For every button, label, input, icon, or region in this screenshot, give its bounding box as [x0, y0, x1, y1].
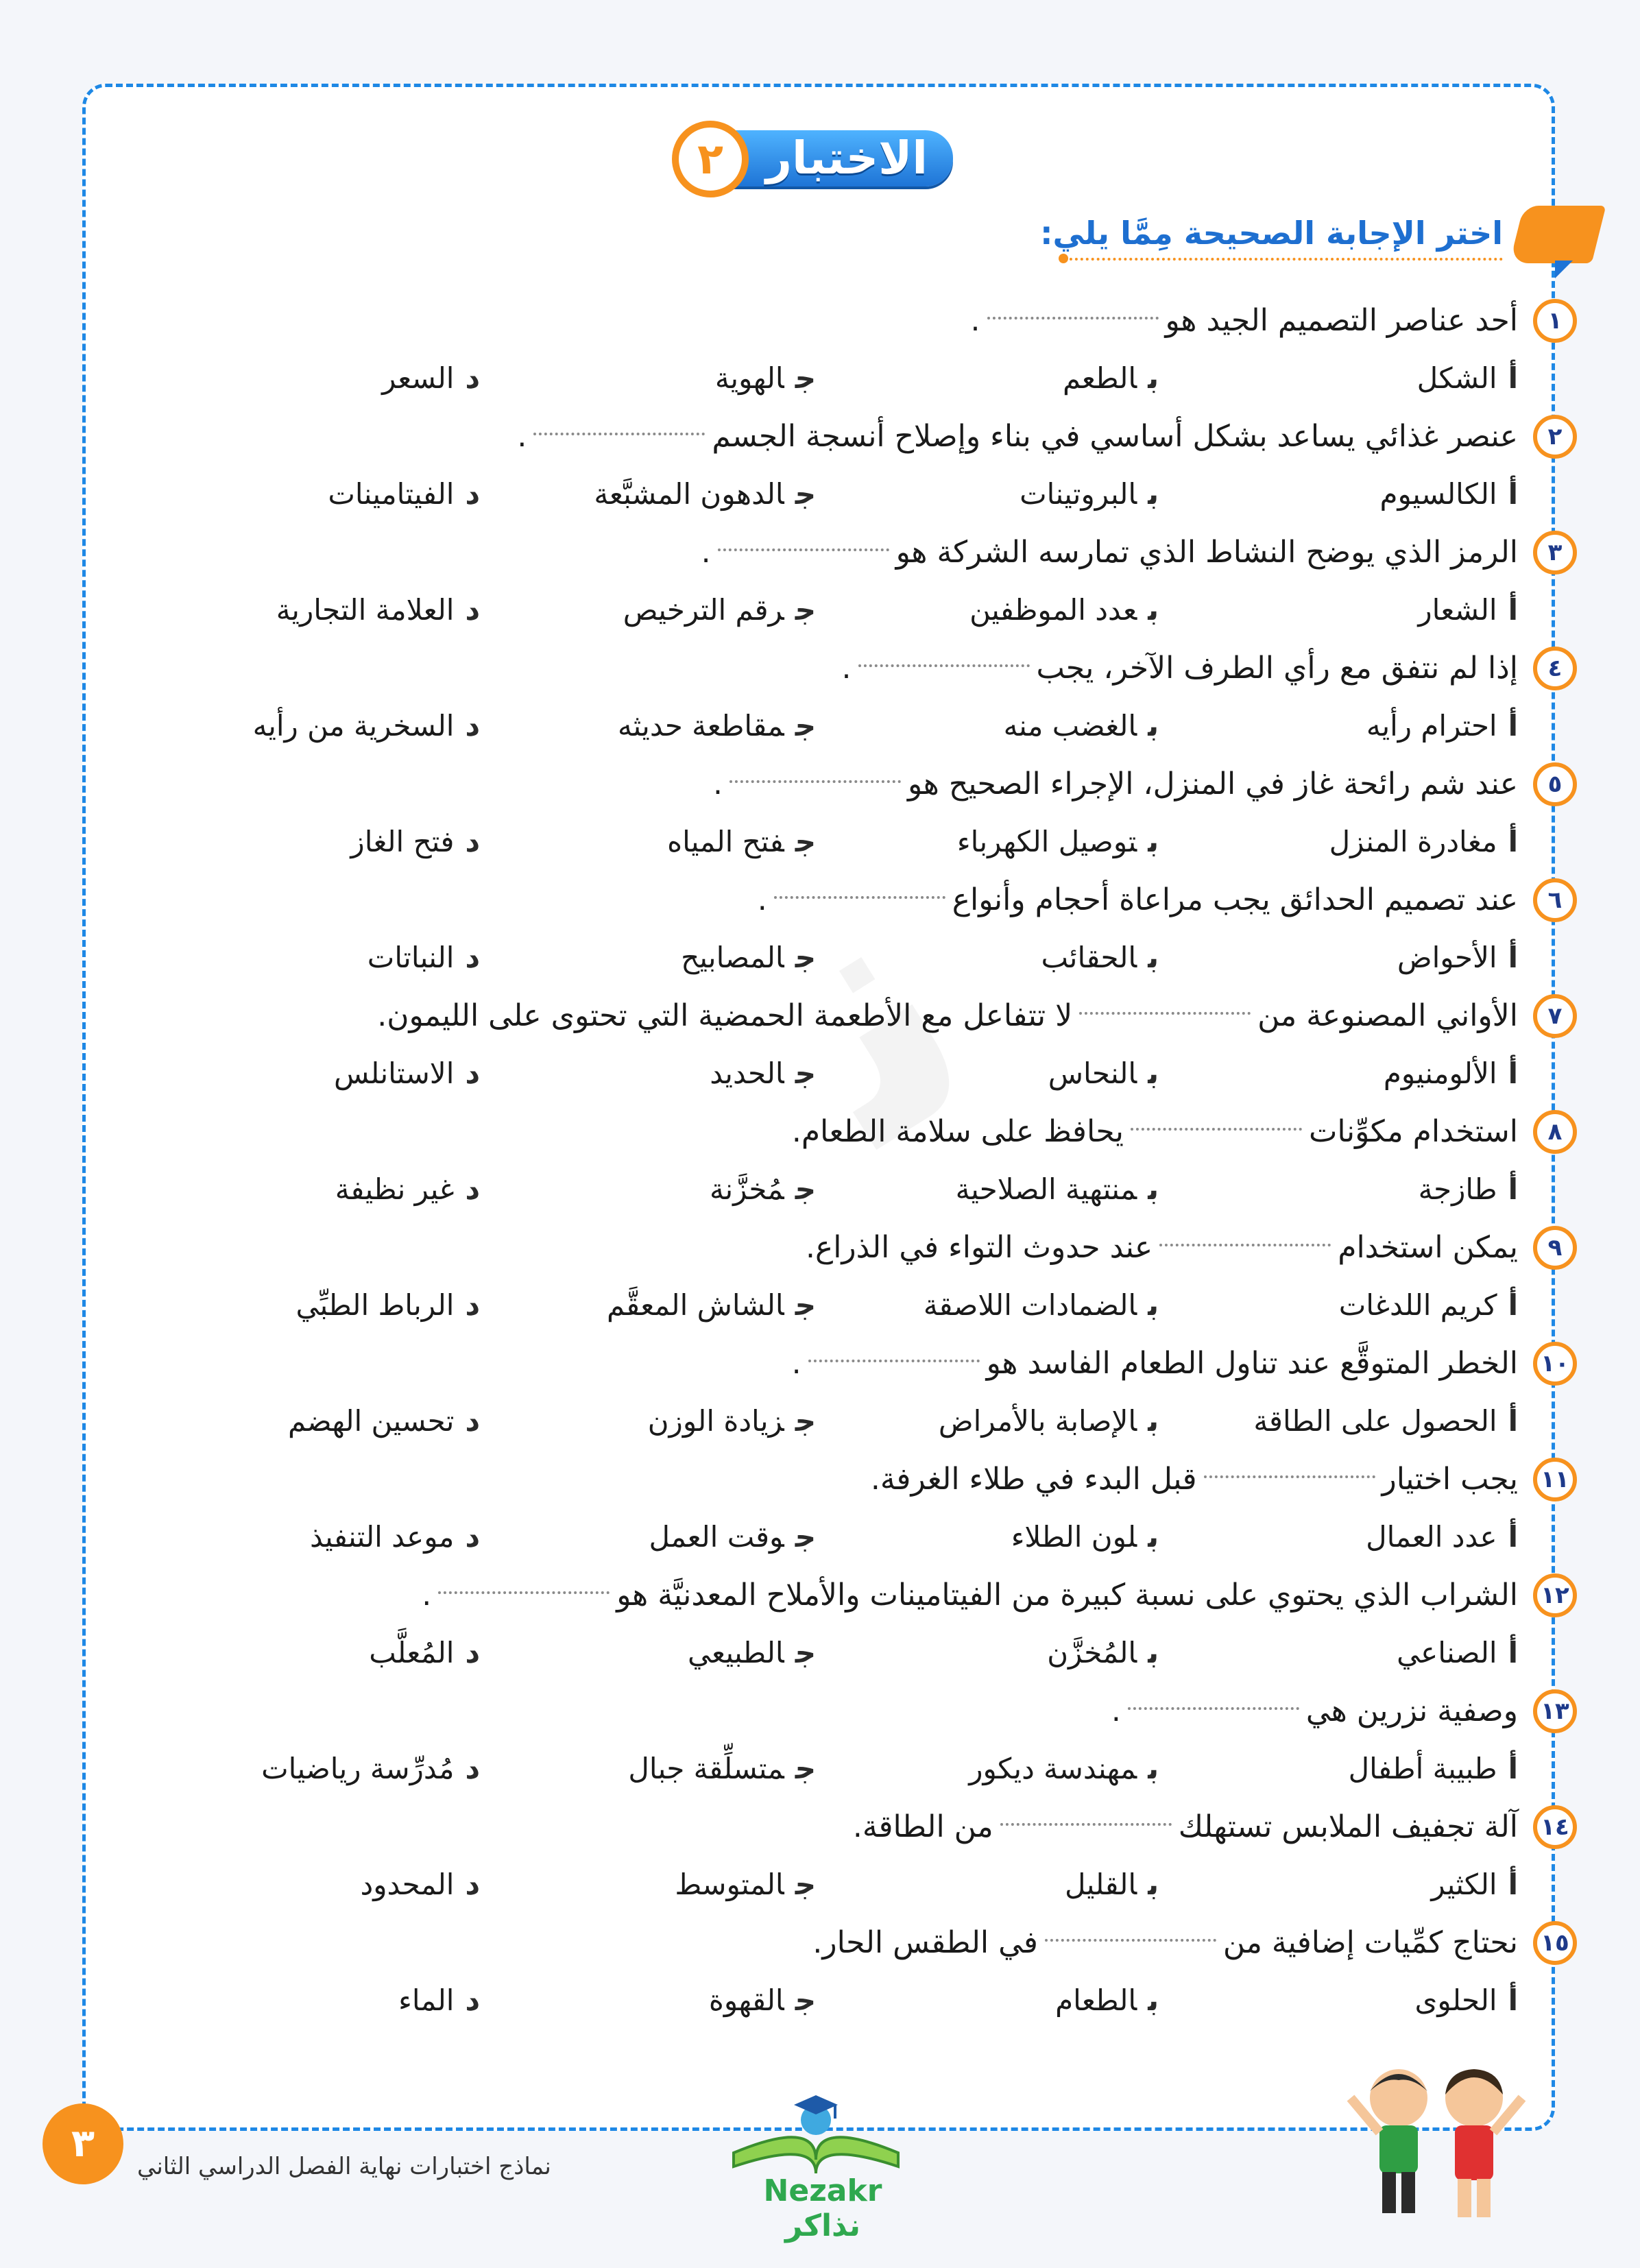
option-letter: ج	[795, 361, 816, 395]
option-d[interactable]	[334, 1045, 480, 1102]
option-a[interactable]	[1339, 1277, 1518, 1334]
question-tail: يحافظ على سلامة الطعام.	[791, 1114, 1124, 1149]
test-number-badge: ٢	[672, 121, 749, 197]
option-d[interactable]	[261, 1740, 480, 1798]
question-text	[422, 1567, 1518, 1624]
question-tail: .	[701, 535, 711, 570]
option-b[interactable]	[924, 1277, 1159, 1334]
option-text: مُدرِّسة رياضيات	[261, 1752, 455, 1785]
option-letter: ب	[1148, 1636, 1159, 1669]
option-letter: ج	[795, 1288, 816, 1322]
option-letter: ب	[1148, 1172, 1159, 1206]
option-a[interactable]	[1379, 466, 1518, 523]
option-text: المتوسط	[675, 1868, 784, 1901]
option-text: الهوية	[714, 361, 784, 395]
question-number: ١١	[1533, 1458, 1577, 1501]
option-text: المحدود	[360, 1868, 455, 1901]
question-number: ٧	[1533, 994, 1577, 1038]
option-a[interactable]	[1384, 1045, 1518, 1102]
option-text: الكثير	[1431, 1868, 1497, 1901]
question-tail: قبل البدء في طلاء الغرفة.	[870, 1462, 1197, 1497]
option-a[interactable]	[1397, 1624, 1518, 1682]
option-letter: ب	[1148, 1983, 1159, 2017]
option-letter: د	[465, 593, 480, 627]
question-3	[137, 524, 1577, 581]
option-text: المصابيح	[681, 941, 784, 974]
option-b[interactable]	[939, 1392, 1159, 1450]
option-text: المُخزَّن	[1047, 1636, 1137, 1669]
option-text: الطعام	[1055, 1983, 1137, 2017]
option-letter: ج	[795, 593, 816, 627]
question-number: ١٤	[1533, 1805, 1577, 1849]
question-stem: يجب اختيار	[1382, 1462, 1518, 1497]
option-letter: ج	[795, 1752, 816, 1785]
option-d[interactable]	[367, 929, 480, 987]
option-letter: د	[465, 1868, 480, 1901]
instruction-underline	[1064, 258, 1503, 261]
option-d[interactable]	[253, 697, 480, 755]
question-text	[758, 871, 1518, 929]
options-row-10	[137, 1392, 1577, 1450]
option-d[interactable]	[296, 1277, 480, 1334]
option-text: موعد التنفيذ	[310, 1520, 455, 1554]
option-letter: ب	[1148, 1404, 1159, 1438]
options-row-1	[137, 350, 1577, 407]
question-stem: نحتاج كمِّيات إضافية من	[1222, 1925, 1518, 1960]
question-stem: أحد عناصر التصميم الجيد هو	[1165, 303, 1518, 338]
option-text: كريم اللدغات	[1338, 1288, 1497, 1322]
option-letter: أ	[1508, 1983, 1518, 2017]
question-tail: .	[791, 1346, 801, 1381]
option-letter: ج	[795, 1868, 816, 1901]
option-c[interactable]	[667, 813, 816, 871]
option-text: الإصابة بالأمراض	[938, 1404, 1137, 1438]
option-letter: د	[465, 1636, 480, 1669]
option-letter: د	[465, 1404, 480, 1438]
option-letter: ب	[1148, 361, 1159, 395]
option-letter: ب	[1148, 1288, 1159, 1322]
option-a[interactable]	[1253, 1392, 1518, 1450]
option-letter: أ	[1508, 593, 1518, 627]
answer-blank[interactable]	[1131, 1128, 1302, 1131]
option-c[interactable]	[628, 1740, 816, 1798]
question-1	[137, 292, 1577, 350]
answer-blank[interactable]	[1128, 1707, 1299, 1710]
question-text	[871, 1451, 1518, 1508]
option-d[interactable]	[335, 1161, 480, 1218]
logo-text: Nezakr نذاكر	[763, 2173, 882, 2243]
option-text: وقت العمل	[649, 1520, 784, 1554]
option-letter: أ	[1508, 1752, 1518, 1785]
question-stem: الأواني المصنوعة من	[1257, 998, 1518, 1033]
answer-blank[interactable]	[1079, 1012, 1251, 1015]
option-a[interactable]	[1329, 813, 1518, 871]
option-c[interactable]	[675, 1856, 816, 1914]
option-c[interactable]	[607, 1277, 816, 1334]
option-c[interactable]	[649, 1508, 816, 1566]
option-b[interactable]	[1063, 350, 1159, 407]
option-b[interactable]	[1004, 697, 1159, 755]
option-a[interactable]	[1417, 350, 1518, 407]
option-letter: د	[465, 825, 480, 858]
option-letter: ب	[1148, 709, 1159, 743]
option-a[interactable]	[1366, 697, 1518, 755]
question-number: ٩	[1533, 1226, 1577, 1270]
option-a[interactable]	[1419, 1161, 1518, 1218]
option-text: الكالسيوم	[1379, 477, 1497, 511]
option-d[interactable]	[398, 1972, 480, 2029]
option-text: الفيتامينات	[328, 477, 455, 511]
answer-blank[interactable]	[808, 1360, 980, 1362]
option-b[interactable]	[1055, 1972, 1159, 2029]
option-text: غير نظيفة	[335, 1172, 455, 1206]
option-letter: د	[465, 1057, 480, 1090]
option-b[interactable]	[1041, 929, 1159, 987]
option-d[interactable]	[288, 1392, 480, 1450]
question-4	[137, 640, 1577, 697]
question-stem: يمكن استخدام	[1338, 1230, 1518, 1265]
question-10	[137, 1335, 1577, 1392]
options-row-4	[137, 697, 1577, 755]
option-c[interactable]	[618, 697, 816, 755]
question-stem: استخدام مكوِّنات	[1309, 1114, 1518, 1149]
option-text: زيادة الوزن	[647, 1404, 784, 1438]
option-text: الاستانلس	[334, 1057, 455, 1090]
option-text: المُعلَّب	[369, 1636, 455, 1669]
option-text: النحاس	[1048, 1057, 1137, 1090]
option-b[interactable]	[1047, 1624, 1159, 1682]
title-text: الاختبار	[766, 132, 928, 184]
options-row-9	[137, 1277, 1577, 1334]
question-2	[137, 408, 1577, 466]
question-text	[842, 640, 1518, 697]
option-b[interactable]	[1020, 466, 1159, 523]
option-c[interactable]	[623, 581, 816, 639]
option-letter: ج	[795, 941, 816, 974]
option-text: توصيل الكهرباء	[956, 825, 1137, 858]
option-letter: ب	[1148, 1057, 1159, 1090]
option-text: فتح المياه	[667, 825, 784, 858]
options-row-6	[137, 929, 1577, 987]
question-stem: عند تصميم الحدائق يجب مراعاة أحجام وأنواع	[952, 882, 1518, 917]
option-text: الماء	[398, 1983, 455, 2017]
option-letter: ب	[1148, 1520, 1159, 1554]
question-stem: الرمز الذي يوضح النشاط الذي تمارسه الشركة هو	[895, 535, 1518, 570]
nezakr-logo	[713, 2077, 919, 2243]
question-6	[137, 871, 1577, 929]
question-tail: لا تتفاعل مع الأطعمة الحمضية التي تحتوى على الليمون.	[377, 998, 1073, 1033]
option-letter: أ	[1508, 1868, 1518, 1901]
option-text: طبيبة أطفال	[1348, 1752, 1497, 1785]
option-letter: د	[465, 1520, 480, 1554]
option-text: احترام رأيه	[1366, 709, 1497, 743]
answer-blank[interactable]	[533, 433, 705, 435]
option-letter: ب	[1148, 1868, 1159, 1901]
option-text: الأحواض	[1397, 941, 1497, 974]
option-letter: أ	[1508, 825, 1518, 858]
question-number: ٨	[1533, 1110, 1577, 1154]
answer-blank[interactable]	[1159, 1244, 1331, 1246]
option-d[interactable]	[361, 1856, 480, 1914]
option-letter: د	[465, 477, 480, 511]
test-title	[672, 115, 974, 202]
question-text	[792, 1335, 1518, 1392]
option-letter: د	[465, 1288, 480, 1322]
option-letter: أ	[1508, 477, 1518, 511]
option-text: عدد الموظفين	[969, 593, 1137, 627]
question-tail: .	[517, 419, 527, 454]
option-text: الشكل	[1416, 361, 1497, 395]
question-text	[517, 408, 1518, 466]
question-8	[137, 1103, 1577, 1161]
question-number: ٥	[1533, 762, 1577, 806]
option-text: مهندسة ديكور	[969, 1752, 1137, 1785]
option-letter: ج	[795, 709, 816, 743]
option-text: الشعار	[1418, 593, 1497, 627]
option-letter: ج	[795, 1983, 816, 2017]
question-tail: .	[1111, 1693, 1121, 1728]
option-letter: أ	[1508, 1057, 1518, 1090]
answer-blank[interactable]	[1000, 1823, 1172, 1826]
question-11	[137, 1451, 1577, 1508]
book-graduate-icon	[713, 2077, 919, 2180]
question-number: ٢	[1533, 415, 1577, 459]
options-row-7	[137, 1045, 1577, 1102]
option-text: الحلوى	[1414, 1983, 1497, 2017]
options-row-13	[137, 1740, 1577, 1798]
options-row-8	[137, 1161, 1577, 1218]
option-letter: ب	[1148, 1752, 1159, 1785]
page-number: ٣	[43, 2103, 123, 2184]
question-text	[792, 1103, 1518, 1161]
instruction-flag-tail	[1555, 261, 1573, 278]
option-text: متسلِّقة جبال	[628, 1752, 784, 1785]
option-text: تحسين الهضم	[287, 1404, 455, 1438]
option-letter: ج	[795, 1404, 816, 1438]
option-c[interactable]	[648, 1392, 816, 1450]
options-row-15	[137, 1972, 1577, 2029]
option-letter: د	[465, 941, 480, 974]
option-text: السعر	[382, 361, 455, 395]
option-c[interactable]	[710, 1045, 816, 1102]
option-letter: أ	[1508, 1172, 1518, 1206]
option-text: الحديد	[710, 1057, 784, 1090]
option-text: منتهية الصلاحية	[955, 1172, 1137, 1206]
option-text: الطبيعي	[688, 1636, 784, 1669]
question-stem: آلة تجفيف الملابس تستهلك	[1178, 1809, 1518, 1844]
option-b[interactable]	[969, 1740, 1159, 1798]
option-text: مغادرة المنزل	[1329, 825, 1497, 858]
question-12	[137, 1567, 1577, 1624]
question-stem: إذا لم نتفق مع رأي الطرف الآخر، يجب	[1036, 651, 1518, 686]
answer-blank[interactable]	[729, 780, 901, 783]
question-number: ٦	[1533, 878, 1577, 922]
question-text	[377, 987, 1518, 1045]
option-text: الحصول على الطاقة	[1253, 1404, 1497, 1438]
option-letter: ج	[795, 825, 816, 858]
option-letter: د	[465, 1752, 480, 1785]
answer-blank[interactable]	[438, 1591, 610, 1594]
question-tail: من الطاقة.	[852, 1809, 993, 1844]
option-d[interactable]	[369, 1624, 480, 1682]
option-b[interactable]	[957, 813, 1159, 871]
question-text	[812, 1914, 1518, 1972]
option-letter: ج	[795, 1172, 816, 1206]
question-tail: .	[757, 882, 767, 917]
option-text: الحقائب	[1041, 941, 1137, 974]
option-text: طازجة	[1418, 1172, 1497, 1206]
question-number: ١٥	[1533, 1921, 1577, 1965]
option-a[interactable]	[1418, 581, 1518, 639]
option-text: الصناعي	[1397, 1636, 1497, 1669]
option-b[interactable]	[1065, 1856, 1159, 1914]
question-tail: .	[422, 1578, 432, 1613]
answer-blank[interactable]	[858, 664, 1030, 667]
option-c[interactable]	[710, 1161, 816, 1218]
option-d[interactable]	[310, 1508, 480, 1566]
option-text: القليل	[1064, 1868, 1137, 1901]
options-row-5	[137, 813, 1577, 871]
option-letter: د	[465, 1983, 480, 2017]
option-letter: ج	[795, 1057, 816, 1090]
option-letter: أ	[1508, 709, 1518, 743]
option-c[interactable]	[594, 466, 816, 523]
option-text: الشاش المعقَّم	[607, 1288, 784, 1322]
option-text: القهوة	[708, 1983, 784, 2017]
option-c[interactable]	[715, 350, 816, 407]
options-row-14	[137, 1856, 1577, 1914]
option-letter: د	[465, 1172, 480, 1206]
option-letter: ج	[795, 1636, 816, 1669]
option-text: الرباط الطبِّي	[296, 1288, 455, 1322]
option-d[interactable]	[328, 466, 480, 523]
option-c[interactable]	[709, 1972, 816, 2029]
option-text: مُخزَّنة	[709, 1172, 784, 1206]
question-stem: عنصر غذائي يساعد بشكل أساسي في بناء وإصلاح أنسجة الجسم	[712, 419, 1518, 454]
option-letter: أ	[1508, 1288, 1518, 1322]
question-tail: .	[841, 651, 852, 686]
option-letter: ج	[795, 1520, 816, 1554]
option-text: رقم الترخيص	[623, 593, 784, 627]
question-stem: الشراب الذي يحتوي على نسبة كبيرة من الفيتامينات والأملاح المعدنيَّة هو	[616, 1578, 1518, 1613]
option-letter: ج	[795, 477, 816, 511]
question-tail: في الطقس الحار.	[812, 1925, 1038, 1960]
option-letter: أ	[1508, 1404, 1518, 1438]
option-b[interactable]	[1048, 1045, 1159, 1102]
option-d[interactable]	[382, 350, 480, 407]
question-number: ١٣	[1533, 1689, 1577, 1733]
option-letter: ب	[1148, 593, 1159, 627]
option-d[interactable]	[350, 813, 480, 871]
footer-caption: نماذج اختبارات نهاية الفصل الدراسي الثاني	[137, 2153, 551, 2180]
option-text: مقاطعة حديثه	[617, 709, 784, 743]
option-letter: ب	[1148, 825, 1159, 858]
question-stem: وصفية نزرين هي	[1305, 1693, 1518, 1728]
option-letter: أ	[1508, 941, 1518, 974]
instruction-flag-icon	[1510, 206, 1606, 263]
option-a[interactable]	[1349, 1740, 1518, 1798]
option-text: الطعم	[1062, 361, 1137, 395]
question-text	[701, 524, 1518, 581]
answer-blank[interactable]	[718, 548, 889, 551]
option-text: الدهون المشبَّعة	[594, 477, 784, 511]
option-text: السخرية من رأيه	[252, 709, 455, 743]
option-text: العلامة التجارية	[276, 593, 455, 627]
question-tail: عند حدوث التواء في الذراع.	[805, 1230, 1153, 1265]
question-15	[137, 1914, 1577, 1972]
question-14	[137, 1798, 1577, 1856]
option-d[interactable]	[276, 581, 480, 639]
option-text: النباتات	[367, 941, 455, 974]
question-text	[713, 756, 1518, 813]
option-letter: د	[465, 709, 480, 743]
option-a[interactable]	[1431, 1856, 1518, 1914]
option-a[interactable]	[1366, 1508, 1518, 1566]
option-letter: أ	[1508, 361, 1518, 395]
option-c[interactable]	[681, 929, 816, 987]
option-letter: أ	[1508, 1520, 1518, 1554]
question-number: ٣	[1533, 531, 1577, 575]
kids-illustration	[1337, 2057, 1536, 2235]
option-text: عدد العمال	[1366, 1520, 1497, 1554]
option-c[interactable]	[688, 1624, 816, 1682]
answer-blank[interactable]	[987, 317, 1159, 319]
question-13	[137, 1682, 1577, 1740]
question-tail: .	[970, 303, 980, 338]
option-letter: ب	[1148, 941, 1159, 974]
instruction-text: اختر الإجابة الصحيحة مِمَّا يلي:	[1040, 215, 1503, 252]
option-text: الضمادات اللاصقة	[923, 1288, 1137, 1322]
answer-blank[interactable]	[1045, 1939, 1216, 1942]
question-stem: عند شم رائحة غاز في المنزل، الإجراء الصحيح هو	[907, 767, 1518, 801]
question-stem: الخطر المتوقَّع عند تناول الطعام الفاسد هو	[986, 1346, 1518, 1381]
option-b[interactable]	[1011, 1508, 1159, 1566]
answer-blank[interactable]	[1204, 1475, 1375, 1478]
question-text	[1111, 1682, 1518, 1740]
option-a[interactable]	[1397, 929, 1518, 987]
question-text	[806, 1219, 1518, 1277]
option-letter: د	[465, 361, 480, 395]
question-number: ١٢	[1533, 1573, 1577, 1617]
option-b[interactable]	[969, 581, 1159, 639]
question-text	[971, 292, 1518, 350]
options-row-3	[137, 581, 1577, 639]
option-letter: ب	[1148, 477, 1159, 511]
options-row-11	[137, 1508, 1577, 1566]
question-tail: .	[712, 767, 723, 801]
question-text	[853, 1798, 1518, 1856]
question-number: ١	[1533, 299, 1577, 343]
question-number: ١٠	[1533, 1342, 1577, 1386]
option-text: فتح الغاز	[350, 825, 455, 858]
option-text: البروتينات	[1020, 477, 1137, 511]
options-row-12	[137, 1624, 1577, 1682]
option-text: الألومنيوم	[1383, 1057, 1497, 1090]
option-text: الغضب منه	[1003, 709, 1137, 743]
question-7	[137, 987, 1577, 1045]
option-a[interactable]	[1415, 1972, 1518, 2029]
option-b[interactable]	[956, 1161, 1159, 1218]
question-9	[137, 1219, 1577, 1277]
option-letter: أ	[1508, 1636, 1518, 1669]
question-5	[137, 756, 1577, 813]
options-row-2	[137, 466, 1577, 523]
option-text: لون الطلاء	[1011, 1520, 1137, 1554]
question-number: ٤	[1533, 647, 1577, 690]
answer-blank[interactable]	[774, 896, 945, 899]
instruction-dot	[1059, 254, 1068, 263]
